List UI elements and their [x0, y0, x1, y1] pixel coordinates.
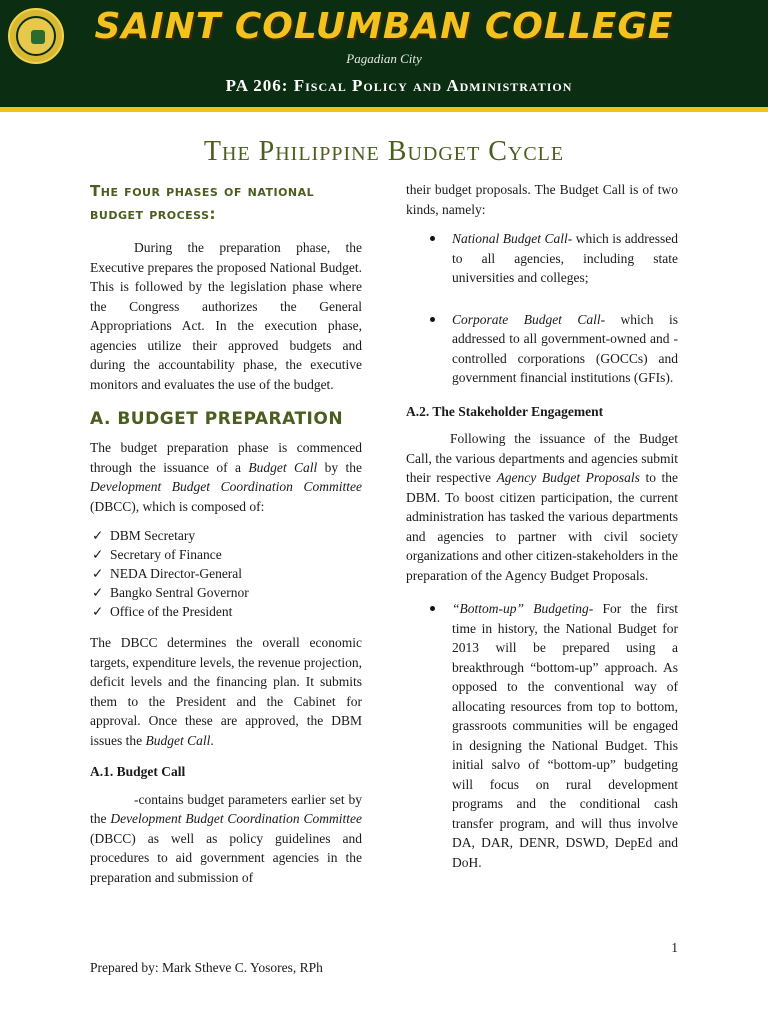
header-banner	[0, 0, 768, 112]
checkmark-icon: ✓	[92, 585, 104, 600]
stakeholder-paragraph: Following the issuance of the Budget Call, the various departments and agencies submit their respective Agency Budget Proposals to the DBM. To boost citizen participation, the current administration has tasked the various departments and agencies to partner with civil society organizations and other citizen-stakeholders in the preparation of the Agency Budget Proposals.	[406, 431, 678, 583]
intro-paragraph: During the preparation phase, the Executive prepares the proposed National Budget. This is followed by the legislation phase where the Congress authorizes the General Appropriations Act. In the execution phase, agencies utilize their approved budgets and during the accountability phase, the executive monitors and evaluates the use of the budget.	[90, 240, 362, 392]
checkmark-icon: ✓	[92, 547, 104, 562]
list-item: “Bottom-up” Budgeting- For the first time in history, the National Budget for 2013 will be prepared using a breakthrough “bottom-up” approach. As opposed to the conventional way of allocating resources from top to bottom, grassroots communities will be engaged in designing the National Budget. This initial salvo of “bottom-up” budgeting will focus on rural development programs and the conditional cash transfer program, and will thus involve DA, DAR, DENR, DSWD, DepEd and DoH.	[406, 599, 678, 872]
college-city: Pagadian City	[346, 51, 422, 66]
footer-author: Prepared by: Mark Stheve C. Yosores, RPh	[90, 960, 323, 975]
stakeholder-heading: A.2. The Stakeholder Engagement	[406, 403, 604, 419]
list-item: ✓ NEDA Director-General	[92, 566, 243, 581]
list-item: National Budget Call- which is addressed to all agencies, including state universities and colleges;	[406, 229, 678, 288]
bullet-icon	[430, 236, 435, 241]
list-item: Corporate Budget Call- which is addressed to all government-owned and -controlled corporations (GOCCs) and government financial institutions (GFIs).	[406, 310, 678, 388]
dbcc-members-list	[90, 526, 362, 621]
right-column	[406, 180, 678, 886]
college-name: SAINT COLUMBAN COLLEGE	[94, 6, 674, 47]
section-a-heading: A. BUDGET PREPARATION	[90, 409, 344, 429]
checkmark-icon: ✓	[92, 566, 104, 581]
checkmark-icon: ✓	[92, 528, 104, 543]
checkmark-icon: ✓	[92, 604, 104, 619]
bullet-icon	[430, 317, 435, 322]
left-column	[90, 180, 362, 897]
document-title: The Philippine Budget Cycle	[203, 136, 565, 167]
preparation-paragraph: The budget preparation phase is commenced through the issuance of a Budget Call by the Development Budget Coordination Committee (DBCC), which is composed of:	[90, 440, 362, 514]
list-item: ✓ Bangko Sentral Governor	[92, 585, 249, 600]
dbcc-paragraph: The DBCC determines the overall economic targets, expenditure levels, the revenue projection, deficit levels and the financing plan. It submits them to the President and the Cabinet for approval. Once these are approved, the DBM issues the Budget Call.	[90, 635, 362, 748]
list-item: ✓ DBM Secretary	[92, 528, 196, 543]
list-item: ✓ Office of the President	[92, 604, 233, 619]
phases-heading: The four phases of national budget process:	[90, 182, 315, 223]
bottom-up-list	[406, 599, 678, 872]
bullet-icon	[430, 606, 435, 611]
continuation-paragraph: their budget proposals. The Budget Call is of two kinds, namely:	[406, 182, 678, 217]
budget-call-kinds-list	[406, 229, 678, 388]
page-number: 1	[671, 940, 678, 955]
budget-call-paragraph: -contains budget parameters earlier set by the Development Budget Coordination Committee (DBCC) as well as policy guidelines and procedures to aid government agencies in the preparation and submission of	[90, 791, 362, 885]
course-title: PA 206: Fiscal Policy and Administration	[225, 76, 573, 95]
budget-call-heading: A.1. Budget Call	[90, 764, 186, 779]
list-item: ✓ Secretary of Finance	[92, 547, 222, 562]
